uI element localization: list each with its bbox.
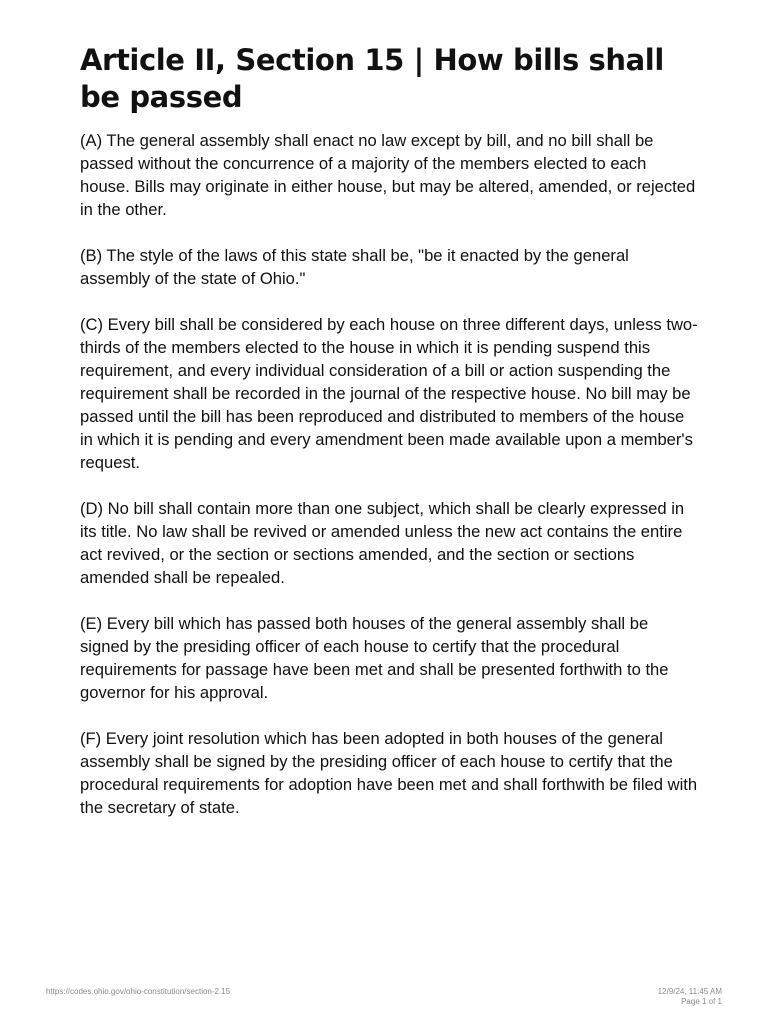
paragraph-f: (F) Every joint resolution which has been adopted in both houses of the general assembly shall be signed by the presiding officer of each house to certify that the procedural requirements for adoption have been met and shall forthwith be filed with the secretary of state. xyxy=(80,729,698,817)
footer-page-number: Page 1 of 1 xyxy=(681,997,722,1006)
footer-url: https://codes.ohio.gov/ohio-constitution/section-2.15 xyxy=(46,987,231,996)
paragraph-b: (B) The style of the laws of this state shall be, "be it enacted by the general assembly of the state of Ohio." xyxy=(80,246,629,288)
footer-timestamp: 12/9/24, 11:45 AM xyxy=(657,987,722,996)
document-body xyxy=(80,42,700,842)
paragraph-e: (E) Every bill which has passed both houses of the general assembly shall be signed by the presiding officer of each house to certify that the procedural requirements for passage have been met and shall be presented forthwith to the governor for his approval. xyxy=(80,614,669,702)
page-title: Article II, Section 15 | How bills shall be passed xyxy=(80,43,664,114)
paragraph-d: (D) No bill shall contain more than one subject, which shall be clearly expressed in its title. No law shall be revived or amended unless the new act contains the entire act revived, or the section or sections amended, and the section or sections amended shall be repealed. xyxy=(80,499,685,587)
footer-meta xyxy=(658,987,722,1007)
paragraph-c: (C) Every bill shall be considered by each house on three different days, unless two-thirds of the members elected to the house in which it is pending suspend this requirement, and every individual consideration of a bill or action suspending the requirement shall be recorded in the journal of the respective house. No bill may be passed until the bill has been reproduced and distributed to members of the house in which it is pending and every amendment been made available upon a member's request. xyxy=(80,315,698,472)
paragraph-a: (A) The general assembly shall enact no law except by bill, and no bill shall be passed without the concurrence of a majority of the members elected to each house. Bills may originate in either house, but may be altered, amended, or rejected in the other. xyxy=(80,131,696,219)
